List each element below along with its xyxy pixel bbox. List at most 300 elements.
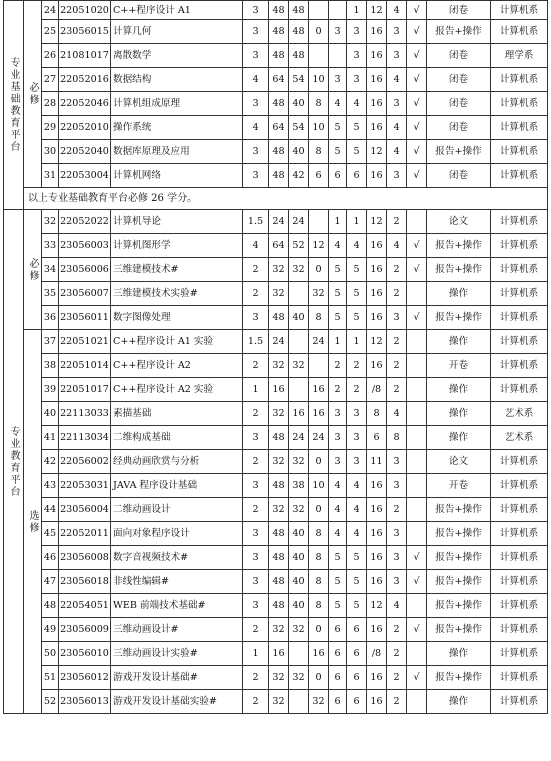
table-row [4,20,548,44]
table-row [4,378,548,402]
cell-code: 22052040 [59,140,111,164]
cell-no: 32 [42,210,59,234]
cell-lab [309,44,329,68]
table-row [4,44,548,68]
cell-exam: 操作 [427,402,491,426]
cell-credit: 3 [243,140,269,164]
cell-practice: 5 [329,570,347,594]
cell-no: 35 [42,282,59,306]
cell-dept: 计算机系 [491,546,548,570]
table-row [4,306,548,330]
cell-semester: 5 [347,570,367,594]
cell-hours: 2 [387,690,407,714]
cell-dept: 计算机系 [491,140,548,164]
cell-lab [309,354,329,378]
cell-total: 32 [269,402,289,426]
cell-credit: 3 [243,306,269,330]
cell-name: C++程序设计 A1 实验 [111,330,243,354]
cell-mark: √ [407,68,427,92]
cell-code: 22051014 [59,354,111,378]
cell-hours: 3 [387,164,407,188]
table-row [4,282,548,306]
cell-exam: 操作 [427,330,491,354]
cell-practice: 2 [329,378,347,402]
cell-no: 33 [42,234,59,258]
cell-exam: 操作 [427,642,491,666]
cell-lab: 8 [309,140,329,164]
cell-practice: 4 [329,498,347,522]
cell-semester: 3 [347,450,367,474]
cell-mark: √ [407,258,427,282]
cell-weeks: 8 [367,402,387,426]
cell-code: 23056013 [59,690,111,714]
cell-total: 48 [269,20,289,44]
cell-total: 32 [269,282,289,306]
cell-hours: 3 [387,44,407,68]
cell-lab: 16 [309,402,329,426]
table-row [4,164,548,188]
cell-lab: 16 [309,378,329,402]
cell-lecture: 40 [289,306,309,330]
cell-total: 32 [269,354,289,378]
cell-no: 26 [42,44,59,68]
cell-exam: 闭卷 [427,164,491,188]
cell-practice: 6 [329,690,347,714]
table-body [4,1,548,714]
category-label-basic-required: 必修 [24,1,42,188]
cell-code: 22052016 [59,68,111,92]
cell-mark: √ [407,44,427,68]
cell-lab: 32 [309,690,329,714]
cell-semester: 4 [347,92,367,116]
cell-hours: 3 [387,570,407,594]
cell-semester: 2 [347,354,367,378]
cell-no: 49 [42,618,59,642]
cell-practice: 5 [329,116,347,140]
cell-lecture: 54 [289,68,309,92]
cell-mark [407,378,427,402]
cell-weeks: 12 [367,210,387,234]
cell-practice: 5 [329,140,347,164]
cell-hours: 8 [387,426,407,450]
cell-exam: 报告+操作 [427,234,491,258]
cell-semester: 1 [347,1,367,20]
cell-credit: 3 [243,1,269,20]
cell-semester: 1 [347,210,367,234]
cell-no: 24 [42,1,59,20]
table-row [4,234,548,258]
cell-lecture [289,378,309,402]
table-row [4,68,548,92]
cell-dept: 计算机系 [491,234,548,258]
cell-dept: 计算机系 [491,330,548,354]
cell-practice: 5 [329,258,347,282]
cell-mark: √ [407,306,427,330]
cell-no: 31 [42,164,59,188]
cell-lab: 0 [309,666,329,690]
cell-practice: 6 [329,666,347,690]
cell-credit: 2 [243,258,269,282]
cell-semester: 2 [347,378,367,402]
cell-semester: 3 [347,68,367,92]
cell-weeks: 16 [367,570,387,594]
cell-mark [407,642,427,666]
table-row [4,330,548,354]
cell-weeks: 16 [367,68,387,92]
cell-name: WEB 前端技术基础# [111,594,243,618]
table-row [4,1,548,20]
cell-no: 51 [42,666,59,690]
cell-lab: 16 [309,642,329,666]
cell-dept: 计算机系 [491,1,548,20]
cell-semester: 5 [347,306,367,330]
cell-exam: 闭卷 [427,44,491,68]
cell-semester: 1 [347,330,367,354]
cell-weeks: 16 [367,116,387,140]
cell-lab: 0 [309,618,329,642]
cell-weeks: 16 [367,258,387,282]
cell-dept: 理学系 [491,44,548,68]
table-row [4,690,548,714]
cell-dept: 计算机系 [491,378,548,402]
cell-code: 22051021 [59,330,111,354]
cell-weeks: 16 [367,44,387,68]
cell-name: 三维建模技术# [111,258,243,282]
cell-hours: 2 [387,666,407,690]
cell-credit: 4 [243,116,269,140]
cell-name: 计算几何 [111,20,243,44]
cell-practice: 3 [329,68,347,92]
cell-weeks: /8 [367,642,387,666]
cell-practice: 3 [329,402,347,426]
cell-name: 操作系统 [111,116,243,140]
cell-lecture: 40 [289,546,309,570]
cell-exam: 闭卷 [427,68,491,92]
cell-no: 37 [42,330,59,354]
cell-lecture: 40 [289,522,309,546]
cell-mark: √ [407,92,427,116]
cell-total: 64 [269,68,289,92]
cell-total: 48 [269,570,289,594]
cell-no: 50 [42,642,59,666]
cell-weeks: 16 [367,666,387,690]
cell-dept: 计算机系 [491,116,548,140]
cell-name: JAVA 程序设计基础 [111,474,243,498]
cell-lecture: 16 [289,402,309,426]
cell-code: 23056006 [59,258,111,282]
table-row [4,426,548,450]
cell-dept: 计算机系 [491,92,548,116]
cell-practice: 5 [329,282,347,306]
cell-hours: 3 [387,306,407,330]
cell-hours: 4 [387,1,407,20]
cell-code: 23056018 [59,570,111,594]
cell-credit: 3 [243,44,269,68]
cell-lab: 10 [309,68,329,92]
cell-name: 离散数学 [111,44,243,68]
cell-no: 48 [42,594,59,618]
cell-lab: 8 [309,522,329,546]
cell-exam: 报告+操作 [427,258,491,282]
cell-lab: 0 [309,450,329,474]
cell-mark [407,426,427,450]
cell-total: 32 [269,690,289,714]
cell-lab: 0 [309,498,329,522]
cell-credit: 3 [243,594,269,618]
cell-mark [407,450,427,474]
cell-mark [407,474,427,498]
cell-lab: 8 [309,570,329,594]
cell-semester: 6 [347,618,367,642]
cell-total: 64 [269,116,289,140]
cell-dept: 计算机系 [491,282,548,306]
cell-lecture: 48 [289,20,309,44]
cell-name: C++程序设计 A2 实验 [111,378,243,402]
cell-code: 22056002 [59,450,111,474]
cell-mark: √ [407,618,427,642]
cell-mark [407,210,427,234]
cell-weeks: 16 [367,306,387,330]
cell-total: 32 [269,450,289,474]
table-row [4,140,548,164]
cell-name: 三维建模技术实验# [111,282,243,306]
cell-lecture [289,642,309,666]
cell-total: 24 [269,210,289,234]
cell-code: 23056011 [59,306,111,330]
cell-practice: 6 [329,164,347,188]
cell-exam: 报告+操作 [427,546,491,570]
cell-code: 22053031 [59,474,111,498]
cell-semester: 6 [347,164,367,188]
cell-exam: 论文 [427,450,491,474]
cell-exam: 报告+操作 [427,140,491,164]
cell-dept: 计算机系 [491,570,548,594]
cell-semester: 4 [347,522,367,546]
cell-exam: 报告+操作 [427,570,491,594]
cell-semester: 4 [347,498,367,522]
cell-mark [407,354,427,378]
cell-code: 22051017 [59,378,111,402]
cell-no: 44 [42,498,59,522]
cell-hours: 4 [387,140,407,164]
table-row [4,92,548,116]
cell-dept: 计算机系 [491,258,548,282]
cell-code: 23056009 [59,618,111,642]
cell-no: 47 [42,570,59,594]
cell-mark: √ [407,546,427,570]
cell-code: 22053004 [59,164,111,188]
cell-name: 素描基础 [111,402,243,426]
cell-no: 41 [42,426,59,450]
cell-code: 23056007 [59,282,111,306]
table-row [4,402,548,426]
cell-lecture [289,690,309,714]
cell-dept: 计算机系 [491,618,548,642]
cell-weeks: 6 [367,426,387,450]
cell-lab [309,1,329,20]
cell-semester: 3 [347,402,367,426]
cell-semester: 5 [347,282,367,306]
cell-exam: 操作 [427,378,491,402]
cell-semester: 4 [347,234,367,258]
cell-credit: 3 [243,546,269,570]
cell-total: 32 [269,258,289,282]
cell-credit: 4 [243,234,269,258]
cell-total: 48 [269,426,289,450]
cell-credit: 2 [243,498,269,522]
cell-weeks: 16 [367,546,387,570]
cell-credit: 2 [243,282,269,306]
cell-weeks: 12 [367,330,387,354]
cell-mark: √ [407,164,427,188]
platform-label-major: 专业教育平台 [4,210,24,714]
table-row [4,474,548,498]
cell-code: 22052010 [59,116,111,140]
summary-row [4,188,548,210]
cell-semester: 3 [347,20,367,44]
cell-credit: 3 [243,20,269,44]
cell-name: 游戏开发设计基础# [111,666,243,690]
cell-total: 48 [269,140,289,164]
cell-practice: 5 [329,594,347,618]
cell-no: 28 [42,92,59,116]
cell-code: 23056003 [59,234,111,258]
cell-practice: 6 [329,642,347,666]
cell-mark [407,282,427,306]
cell-exam: 闭卷 [427,116,491,140]
cell-total: 48 [269,1,289,20]
cell-hours: 2 [387,354,407,378]
cell-exam: 报告+操作 [427,618,491,642]
cell-name: C++程序设计 A1 [111,1,243,20]
cell-no: 52 [42,690,59,714]
cell-no: 36 [42,306,59,330]
cell-credit: 3 [243,426,269,450]
cell-exam: 操作 [427,282,491,306]
cell-total: 48 [269,44,289,68]
cell-dept: 艺术系 [491,426,548,450]
cell-weeks: 12 [367,140,387,164]
cell-code: 22113033 [59,402,111,426]
cell-dept: 计算机系 [491,164,548,188]
cell-name: 经典动画欣赏与分析 [111,450,243,474]
table-row [4,258,548,282]
cell-mark [407,522,427,546]
cell-practice: 2 [329,354,347,378]
cell-name: 三维动画设计实验# [111,642,243,666]
cell-dept: 计算机系 [491,498,548,522]
cell-practice: 5 [329,306,347,330]
cell-weeks: 16 [367,234,387,258]
cell-semester: 5 [347,594,367,618]
cell-code: 23056015 [59,20,111,44]
cell-mark [407,498,427,522]
cell-weeks: 16 [367,354,387,378]
cell-lab [309,210,329,234]
cell-hours: 3 [387,450,407,474]
cell-lab: 8 [309,594,329,618]
cell-name: 游戏开发设计基础实验# [111,690,243,714]
cell-no: 27 [42,68,59,92]
cell-weeks: 11 [367,450,387,474]
table-row [4,210,548,234]
cell-exam: 开卷 [427,474,491,498]
cell-weeks: 16 [367,474,387,498]
cell-total: 16 [269,378,289,402]
cell-name: 数字图像处理 [111,306,243,330]
cell-lecture: 48 [289,1,309,20]
cell-lab: 0 [309,20,329,44]
cell-name: 计算机导论 [111,210,243,234]
cell-mark [407,690,427,714]
cell-credit: 3 [243,474,269,498]
cell-exam: 报告+操作 [427,594,491,618]
cell-credit: 1.5 [243,210,269,234]
cell-lab: 24 [309,426,329,450]
cell-no: 25 [42,20,59,44]
cell-semester: 3 [347,44,367,68]
table-row [4,498,548,522]
cell-hours: 3 [387,474,407,498]
cell-weeks: 12 [367,594,387,618]
cell-lab: 10 [309,474,329,498]
cell-lab: 0 [309,258,329,282]
table-row [4,570,548,594]
cell-code: 23056008 [59,546,111,570]
table-row [4,594,548,618]
cell-mark [407,330,427,354]
cell-code: 23056004 [59,498,111,522]
cell-lab: 10 [309,116,329,140]
cell-practice: 6 [329,618,347,642]
cell-semester: 5 [347,546,367,570]
cell-credit: 4 [243,68,269,92]
cell-dept: 计算机系 [491,666,548,690]
cell-exam: 论文 [427,210,491,234]
cell-lab: 8 [309,546,329,570]
cell-weeks: 16 [367,522,387,546]
cell-semester: 5 [347,258,367,282]
cell-name: 数字音视频技术# [111,546,243,570]
table-row [4,116,548,140]
cell-lab: 8 [309,306,329,330]
cell-lecture: 24 [289,210,309,234]
cell-weeks: 16 [367,618,387,642]
cell-dept: 艺术系 [491,402,548,426]
cell-exam: 闭卷 [427,92,491,116]
cell-code: 21081017 [59,44,111,68]
cell-no: 29 [42,116,59,140]
cell-practice: 4 [329,234,347,258]
cell-no: 42 [42,450,59,474]
cell-name: C++程序设计 A2 [111,354,243,378]
table-row [4,522,548,546]
cell-exam: 操作 [427,690,491,714]
cell-weeks: 16 [367,164,387,188]
cell-name: 面向对象程序设计 [111,522,243,546]
cell-name: 计算机组成原理 [111,92,243,116]
cell-hours: 2 [387,498,407,522]
cell-practice: 3 [329,20,347,44]
cell-lecture: 32 [289,258,309,282]
cell-hours: 2 [387,210,407,234]
cell-exam: 报告+操作 [427,666,491,690]
cell-hours: 2 [387,618,407,642]
cell-dept: 计算机系 [491,690,548,714]
cell-semester: 5 [347,140,367,164]
cell-exam: 闭卷 [427,1,491,20]
cell-practice: 3 [329,450,347,474]
